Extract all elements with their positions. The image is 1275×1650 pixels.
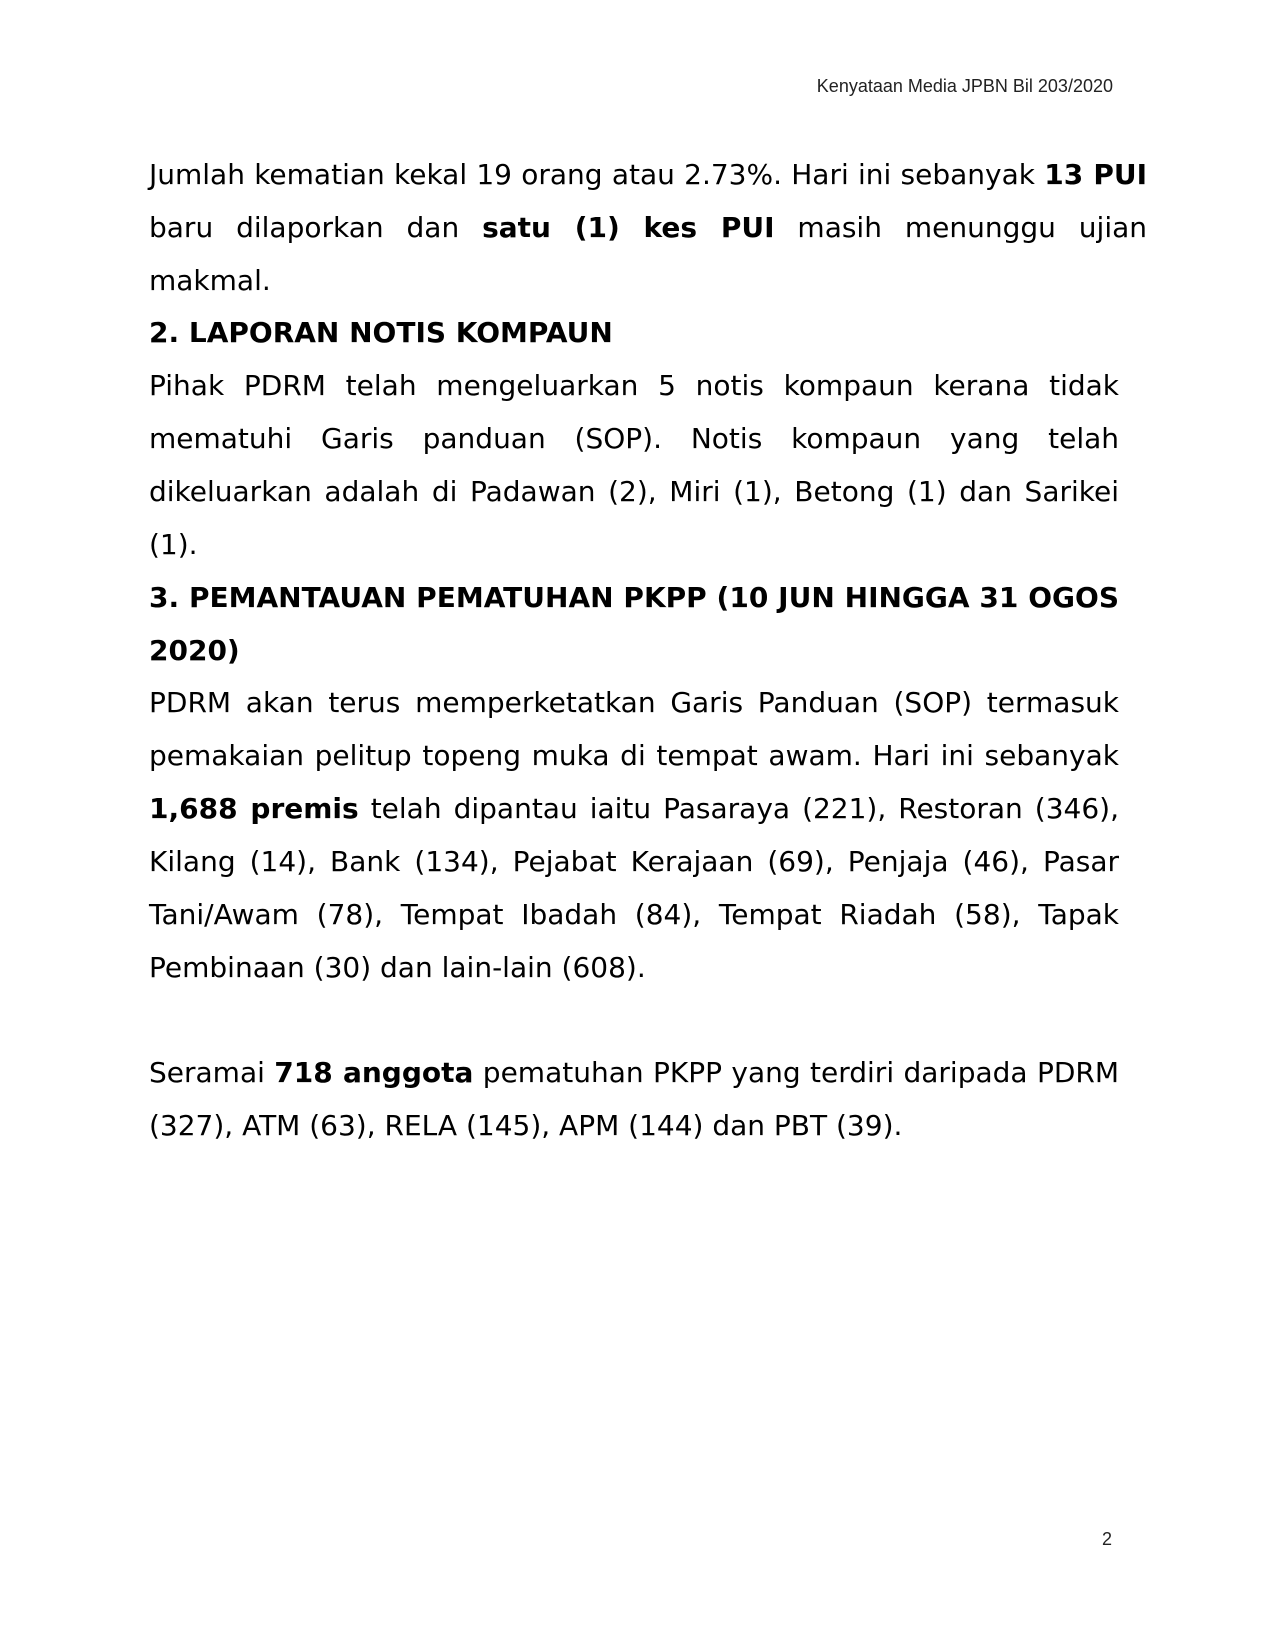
premises-text-2: telah dipantau iaitu Pasaraya (221), Restoran (346), Kilang (14), Bank (134), Pejabat Kerajaan (69), Penjaja (46), Pasar Tani/Awam (78), Tempat Ibadah (84), Tempat Riadah (58), Tapak Pembinaan (30) dan lain-lain (608). — [149, 792, 1119, 984]
page-number: 2 — [1102, 1529, 1113, 1549]
intro-paragraph — [149, 148, 1147, 307]
document-reference-header: Kenyataan Media JPBN Bil 203/2020 — [816, 76, 1113, 96]
premises-bold-count: 1,688 premis — [149, 792, 359, 825]
intro-text-3: masih menunggu ujian makmal. — [149, 211, 1148, 297]
section-2-heading: 2. LAPORAN NOTIS KOMPAUN — [149, 316, 613, 349]
intro-text-2: baru dilaporkan dan — [149, 211, 483, 244]
premises-text-1: PDRM akan terus memperketatkan Garis Panduan (SOP) termasuk pemakaian pelitup topeng muka di tempat awam. Hari ini sebanyak — [149, 686, 1119, 772]
section-2-paragraph: Pihak PDRM telah mengeluarkan 5 notis kompaun kerana tidak mematuhi Garis panduan (SOP). Notis kompaun yang telah dikeluarkan adalah di Padawan (2), Miri (1), Betong (1) dan Sarikei (1). — [149, 369, 1119, 561]
personnel-text-1: Seramai — [149, 1056, 275, 1089]
section-3-paragraph-premises — [149, 676, 1119, 994]
personnel-text-2: pematuhan PKPP yang terdiri daripada PDRM (327), ATM (63), RELA (145), APM (144) dan PBT (39). — [149, 1056, 1120, 1142]
intro-bold-pending-case: satu (1) kes PUI — [482, 211, 775, 244]
intro-bold-pui-count: 13 PUI — [1044, 158, 1147, 191]
personnel-bold-count: 718 anggota — [274, 1056, 474, 1089]
section-3-paragraph-personnel — [149, 1046, 1119, 1152]
intro-text-1: Jumlah kematian kekal 19 orang atau 2.73%. Hari ini sebanyak — [149, 158, 1045, 191]
section-3-heading: 3. PEMANTAUAN PEMATUHAN PKPP (10 JUN HINGGA 31 OGOS 2020) — [149, 581, 1119, 667]
